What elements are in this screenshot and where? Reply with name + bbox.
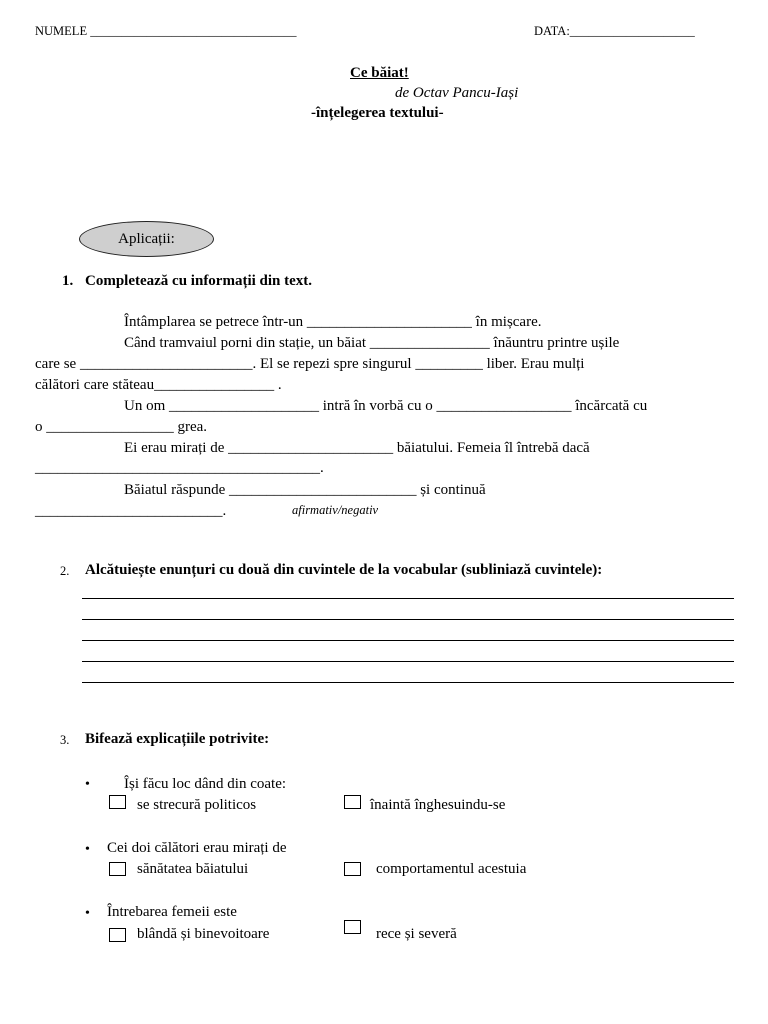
checkbox[interactable] [109, 928, 126, 942]
exercise-1-hint: afirmativ/negativ [292, 503, 379, 517]
exercise-1-instruction: Completează cu informații din text. [85, 273, 313, 289]
exercise-1-number: 1. [62, 273, 74, 289]
exercise-3-instruction: Bifează explicațiile potrivite: [85, 731, 270, 747]
item-prompt: Întrebarea femeii este [107, 904, 237, 920]
author-line: de Octav Pancu-Iași [395, 85, 519, 101]
answer-line[interactable] [82, 682, 734, 683]
section-label-oval [79, 221, 214, 257]
page-subtitle: -înțelegerea textului- [311, 105, 444, 121]
option-label: înaintă înghesuindu-se [370, 797, 506, 813]
option-label: blândă și binevoitoare [137, 926, 270, 942]
option-label: comportamentul acestuia [376, 861, 527, 877]
exercise-1-line: călători care stăteau________________ . [35, 377, 282, 393]
checkbox[interactable] [344, 862, 361, 876]
exercise-1-line: Ei erau mirați de ______________________ băiatului. Femeia îl întrebă dacă [124, 440, 590, 456]
exercise-1-line: Când tramvaiul porni din stație, un băiat ________________ înăuntru printre ușile [124, 335, 620, 351]
option-label: se strecură politicos [137, 797, 257, 813]
exercise-3-number: 3. [60, 733, 70, 747]
answer-line[interactable] [82, 598, 734, 599]
date-field-label: DATA:____________________ [534, 24, 695, 38]
checkbox[interactable] [344, 920, 361, 934]
exercise-1-line: care se _______________________. El se repezi spre singurul _________ liber. Erau mulți [35, 356, 585, 372]
exercise-1-line: _________________________. [35, 503, 227, 519]
bullet-icon: • [85, 842, 90, 857]
section-label: Aplicații: [118, 231, 175, 247]
checkbox[interactable] [344, 795, 361, 809]
answer-line[interactable] [82, 619, 734, 620]
bullet-icon: • [85, 777, 90, 792]
exercise-1-line: ______________________________________. [35, 460, 324, 476]
option-label: rece și severă [376, 926, 457, 942]
answer-line[interactable] [82, 640, 734, 641]
checkbox[interactable] [109, 795, 126, 809]
exercise-1-line: o _________________ grea. [35, 419, 208, 435]
bullet-icon: • [85, 906, 90, 921]
item-prompt: Își făcu loc dând din coate: [124, 776, 287, 792]
exercise-2-number: 2. [60, 564, 70, 578]
name-field-label: NUMELE _________________________________ [35, 24, 297, 38]
page-title: Ce băiat! [350, 65, 409, 81]
answer-line[interactable] [82, 661, 734, 662]
exercise-1-line: Întâmplarea se petrece într-un ______________________ în mișcare. [124, 314, 542, 330]
exercise-1-line: Un om ____________________ intră în vorbă cu o __________________ încărcată cu [124, 398, 648, 414]
checkbox[interactable] [109, 862, 126, 876]
option-label: sănătatea băiatului [137, 861, 249, 877]
exercise-2-instruction: Alcătuiește enunțuri cu două din cuvintele de la vocabular (subliniază cuvintele): [85, 562, 603, 578]
exercise-1-line: Băiatul răspunde _________________________ și continuă [124, 482, 486, 498]
item-prompt: Cei doi călători erau mirați de [107, 840, 287, 856]
